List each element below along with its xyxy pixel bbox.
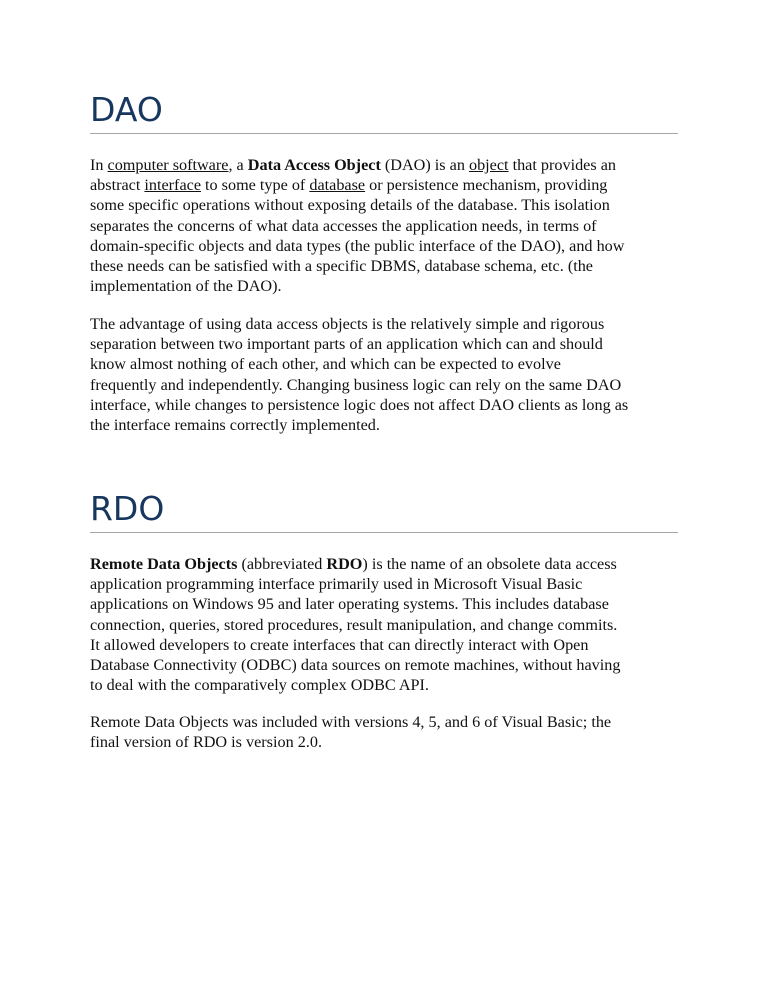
text-line [90, 375, 680, 395]
dao-paragraph-2 [90, 314, 680, 435]
text-run: interface, while changes to persistence logic does not affect DAO clients as long as [90, 395, 629, 414]
text-run: The advantage of using data access objects is the relatively simple and rigorous [90, 315, 605, 333]
text-run: application programming interface primarily used in Microsoft Visual Basic [90, 575, 583, 594]
text-run: final version of RDO is version 2.0. [90, 733, 322, 752]
text-run: Database Connectivity (ODBC) data sources on remote machines, without having [90, 656, 621, 675]
text-run: these needs can be satisfied with a specific DBMS, database schema, etc. (the [90, 257, 593, 276]
text-line [90, 615, 680, 635]
bold-term: RDO [326, 555, 363, 573]
text-line [90, 415, 680, 435]
text-run: , a [228, 156, 248, 174]
text-run: or persistence mechanism, providing [365, 176, 608, 195]
text-run: (abbreviated [237, 555, 327, 573]
hyperlink[interactable]: computer software [107, 156, 229, 174]
text-line [90, 635, 680, 655]
bold-term: Data Access Object [247, 156, 381, 174]
text-run: separates the concerns of what data accesses the application needs, in terms of [90, 216, 597, 235]
hyperlink[interactable]: interface [144, 176, 201, 195]
text-line [90, 216, 680, 236]
text-run: (DAO) is an [380, 156, 469, 174]
text-run: to deal with the comparatively complex ODBC API. [90, 676, 429, 695]
text-line [90, 655, 680, 675]
text-run: know almost nothing of each other, and which can be expected to evolve [90, 355, 561, 374]
text-run: some specific operations without exposing details of the database. This isolation [90, 196, 610, 215]
text-line [90, 276, 680, 296]
section-heading-dao: DAO [90, 90, 163, 129]
text-run: implementation of the DAO). [90, 277, 282, 296]
text-run: the interface remains correctly implemented. [90, 416, 380, 435]
text-line [90, 395, 680, 415]
dao-paragraph-1 [90, 155, 680, 296]
hyperlink[interactable]: object [468, 156, 509, 174]
text-line [90, 354, 680, 374]
heading-rule [90, 133, 678, 134]
text-line [90, 675, 680, 695]
hyperlink[interactable]: database [309, 176, 366, 195]
text-run: separation between two important parts of an application which can and should [90, 335, 603, 354]
text-line [90, 195, 680, 215]
text-run: ) is the name of an obsolete data access [362, 555, 617, 573]
text-run: In [90, 156, 108, 174]
text-line [90, 554, 680, 574]
text-line [90, 712, 680, 732]
rdo-paragraph-2 [90, 712, 680, 752]
text-run: frequently and independently. Changing business logic can rely on the same DAO [90, 375, 622, 394]
text-run: It allowed developers to create interfaces that can directly interact with Open [90, 635, 589, 654]
text-line [90, 594, 680, 614]
text-run: that provides an [508, 156, 616, 174]
text-run: to some type of [201, 176, 310, 195]
text-run: connection, queries, stored procedures, result manipulation, and change commits. [90, 615, 618, 634]
bold-term: Remote Data Objects [90, 555, 238, 573]
text-run: domain-specific objects and data types (the public interface of the DAO), and how [90, 236, 625, 255]
text-line [90, 236, 680, 256]
text-line [90, 732, 680, 752]
text-line [90, 155, 680, 175]
rdo-paragraph-1 [90, 554, 680, 695]
text-run: abstract [90, 176, 145, 195]
text-line [90, 175, 680, 195]
heading-rule [90, 532, 678, 533]
text-line [90, 256, 680, 276]
text-run: applications on Windows 95 and later operating systems. This includes database [90, 595, 609, 614]
text-line [90, 574, 680, 594]
text-run: Remote Data Objects was included with versions 4, 5, and 6 of Visual Basic; the [90, 713, 612, 731]
text-line [90, 314, 680, 334]
section-heading-rdo: RDO [90, 489, 165, 528]
text-line [90, 334, 680, 354]
